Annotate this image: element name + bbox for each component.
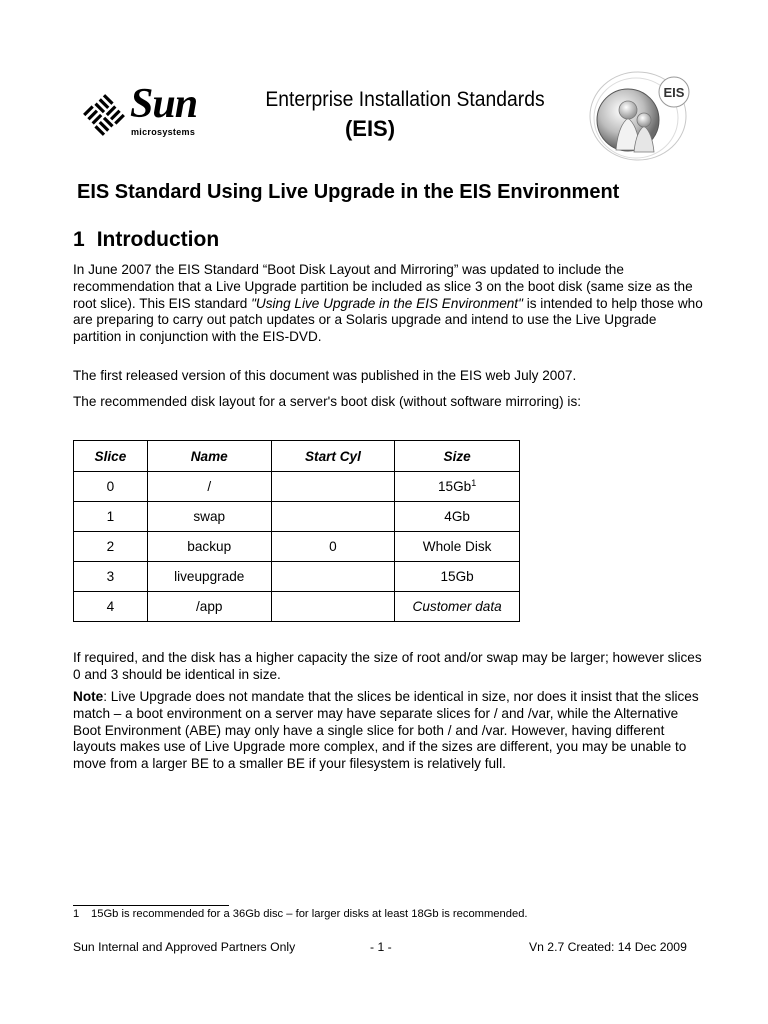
cell-start-cyl bbox=[271, 502, 395, 532]
note-paragraph bbox=[73, 689, 705, 773]
cell-name: swap bbox=[147, 502, 271, 532]
footnote-text: 15Gb is recommended for a 36Gb disc – for larger disks at least 18Gb is recommended. bbox=[91, 908, 528, 920]
section-title: Introduction bbox=[96, 228, 220, 251]
footnote-separator bbox=[73, 905, 229, 906]
intro-paragraph bbox=[73, 262, 705, 346]
page-number: - 1 - bbox=[370, 940, 392, 954]
release-paragraph: The first released version of this document was published in the EIS web July 2007. bbox=[73, 368, 577, 383]
cell-size: 15Gb bbox=[395, 562, 520, 592]
footer-left: Sun Internal and Approved Partners Only bbox=[73, 940, 296, 954]
cell-name: backup bbox=[147, 532, 271, 562]
table-header-row bbox=[74, 441, 520, 472]
table-row bbox=[74, 502, 520, 532]
header-size: Size bbox=[395, 441, 520, 472]
cell-start-cyl bbox=[271, 472, 395, 502]
document-title: EIS Standard Using Live Upgrade in the EIS Environment bbox=[77, 181, 620, 203]
cell-slice: 4 bbox=[74, 592, 148, 622]
cell-name: /app bbox=[147, 592, 271, 622]
cell-size: Customer data bbox=[395, 592, 520, 622]
header-slice: Slice bbox=[74, 441, 148, 472]
sun-wordmark: Sun bbox=[130, 81, 198, 127]
cell-name: / bbox=[147, 472, 271, 502]
cell-slice: 1 bbox=[74, 502, 148, 532]
cell-size: 4Gb bbox=[395, 502, 520, 532]
capacity-paragraph: If required, and the disk has a higher capacity the size of root and/or swap may be larger; however slices 0 and 3 should be identical in size. bbox=[73, 650, 702, 682]
intro-text-part1: In June 2007 the EIS Standard “Boot Disk Layout and Mirroring” was updated to include the recommendation that a Live Upgrade partition be included as slice 3 on the boot disk (same size as the root slice). This EIS standard bbox=[73, 262, 693, 311]
table-row bbox=[74, 592, 520, 622]
intro-text-italic: "Using Live Upgrade in the EIS Environment" bbox=[251, 295, 523, 311]
sun-subtext: microsystems bbox=[131, 127, 196, 137]
footnote-number: 1 bbox=[73, 908, 80, 920]
table-row bbox=[74, 532, 520, 562]
header-title: Enterprise Installation Standards bbox=[265, 88, 545, 111]
layout-intro-paragraph: The recommended disk layout for a server's boot disk (without software mirroring) is: bbox=[73, 394, 582, 409]
cell-slice: 0 bbox=[74, 472, 148, 502]
cell-start-cyl: 0 bbox=[271, 532, 395, 562]
cell-slice: 2 bbox=[74, 532, 148, 562]
section-heading bbox=[73, 228, 219, 252]
eis-logo bbox=[588, 70, 692, 162]
cell-size: Whole Disk bbox=[395, 532, 520, 562]
cell-name: liveupgrade bbox=[147, 562, 271, 592]
table-row bbox=[74, 472, 520, 502]
sun-diamond-icon bbox=[80, 91, 128, 139]
eis-logo-text: EIS bbox=[663, 85, 685, 100]
cell-size-value: 15Gb bbox=[437, 479, 472, 494]
cell-size bbox=[395, 472, 520, 502]
section-number: 1 bbox=[73, 228, 85, 251]
cell-start-cyl bbox=[271, 562, 395, 592]
header-start-cyl: Start Cyl bbox=[271, 441, 395, 472]
intro-text-part2: is intended to help those who are preparing to carry out patch updates or a Solaris upgrade and intend to use the Live Upgrade partition in conjunction with the EIS-DVD. bbox=[73, 295, 703, 345]
footer-version: Vn 2.7 Created: 14 Dec 2009 bbox=[529, 940, 687, 954]
sun-logo bbox=[80, 81, 208, 145]
note-text: : Live Upgrade does not mandate that the slices be identical in size, nor does it insist that the slices match – a boot environment on a server may have separate slices for / and /var, while the Alternative Boot Environment (ABE) may only have a single slice for both / and /var. However, having different layouts makes use of Live Upgrade more complex, and if the sizes are different, you may be unable to move from a larger BE to a smaller BE if your filesystem is relatively full. bbox=[73, 689, 699, 772]
cell-start-cyl bbox=[271, 592, 395, 622]
header-name: Name bbox=[147, 441, 271, 472]
disk-layout-table bbox=[73, 440, 520, 622]
table-row bbox=[74, 562, 520, 592]
header-subtitle: (EIS) bbox=[344, 116, 396, 141]
footnote-reference: 1 bbox=[471, 478, 477, 488]
cell-slice: 3 bbox=[74, 562, 148, 592]
footnote bbox=[73, 908, 528, 920]
note-label: Note bbox=[73, 689, 104, 704]
